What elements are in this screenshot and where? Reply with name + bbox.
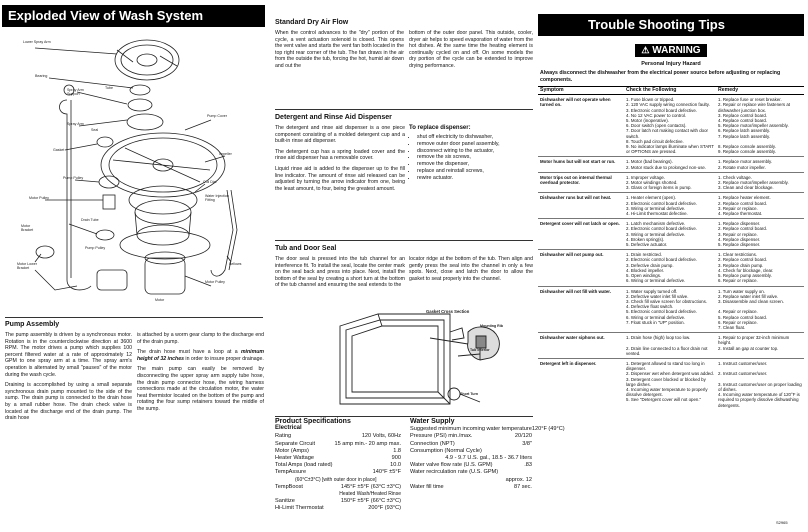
remedy-cell <box>716 333 804 359</box>
check-item: 3. Defective drain pump. <box>626 262 674 268</box>
specs-value: 150°F ±5°F (66°C ±3°C) <box>340 498 401 505</box>
remedy-item: 1. Replace motor assembly. <box>718 159 773 165</box>
specs-row <box>275 441 401 448</box>
part-label: Motor <box>155 298 165 302</box>
warning-block <box>538 40 804 83</box>
divider <box>275 240 533 241</box>
page-number: S2965 <box>776 520 788 525</box>
specs-key: Water valve flow rate (U.S. GPM) <box>410 462 493 469</box>
check-item: 1. Drain hose (high) loop too low. <box>626 335 691 341</box>
check-item: 4. Defective float switch. <box>626 304 674 310</box>
specs-key: TempAssure <box>275 469 307 476</box>
check-item: 5. Electronic control board defective. <box>626 309 698 315</box>
check-item: 4. Blocked impeller. <box>626 267 665 273</box>
paragraph: The door seal is pressed into the tub channel for an interference fit. To install the seal, locate the center mark on the seal back and press into place. Next, install the bottom of the seal by creating a short turn at the bottom of the tub channel and ensuring the seal extends to the <box>275 256 405 289</box>
replace-dispenser <box>409 125 533 182</box>
specs-row <box>410 448 532 455</box>
table-row <box>538 286 804 333</box>
part-label: Spray Arm <box>67 122 84 126</box>
remedy-item: 2. Replace control board. <box>718 226 768 232</box>
check-item: 3. Electronic control board defective. <box>626 107 698 113</box>
table-row <box>538 250 804 286</box>
part-label: Pump Pulley <box>85 246 106 250</box>
remedy-item: 1. Instruct customer/user. <box>718 360 768 366</box>
divider <box>5 317 263 318</box>
remedy-cell <box>716 219 804 250</box>
check-cell <box>624 193 716 219</box>
specs-row <box>275 448 401 455</box>
part-label: Gasket <box>53 148 65 152</box>
tub-seal-heading: Tub and Door Seal <box>275 245 337 252</box>
table-row <box>538 157 804 172</box>
remedy-item: 3. Replace control board. <box>718 112 768 118</box>
check-cell <box>624 172 716 193</box>
list-item: • shut off electricity to dishwasher, <box>417 134 533 141</box>
list-item: • replace and reinstall screws, <box>417 168 533 175</box>
divider <box>275 416 533 417</box>
remedy-item: 6. Repair or replace. <box>718 278 758 284</box>
remedy-item: 2. Replace control board. <box>718 200 768 206</box>
part-label: Water Injection Fitting <box>205 194 229 202</box>
remedy-item: 1. Repair to proper 32-inch minimum height. <box>718 335 790 346</box>
specs-key: Heater Wattage <box>275 455 314 462</box>
remedy-cell <box>716 95 804 157</box>
check-item: 3. Check fill valve screen for obstructions. <box>626 298 708 304</box>
specs-key: Suggested minimum incoming water temperature <box>410 426 532 433</box>
check-item: 1. Drain restricted. <box>626 252 662 258</box>
specs-value: 120 Volts, 60Hz <box>361 433 401 440</box>
paragraph: The pump assembly is driven by a synchronous motor. Rotation is in the counterclockwise direction at 3600 RPM. The motor drives a pump which supplies 100 percent filtered water at a rate of approximately 12 GPM to one spray arm at a time. The spray arm's operation is alternated by small "pauses" of the motor during the wash cycle. <box>5 332 132 378</box>
specs-row <box>410 433 532 440</box>
pump-assembly-heading: Pump Assembly <box>5 321 60 328</box>
check-item: 2. Defective water inlet fill valve. <box>626 293 689 299</box>
specs-row <box>410 484 532 491</box>
symptom-cell: Dishwasher will not fill with water. <box>538 286 624 333</box>
check-item: 2. Electronic control board defective. <box>626 257 698 263</box>
symptom-cell: Motor hums but will not start or run. <box>538 157 624 172</box>
water-rows <box>410 426 565 491</box>
check-cell <box>624 157 716 172</box>
warning-icon: ⚠ <box>641 45 650 55</box>
check-item: 6. Wiring or terminal defective. <box>626 314 686 320</box>
specs-key: Hi-Limit Thermostat <box>275 505 324 512</box>
part-label: Drain Tube <box>81 218 99 222</box>
hazard-text: Personal Injury Hazard <box>641 61 701 67</box>
paragraph: The detergent and rinse aid dispenser is a one piece component consisting of a molded detergent cup and a built-in rinse aid dispenser. <box>275 125 405 145</box>
check-item: 2. Motor windings shorted. <box>626 180 678 186</box>
part-label: Tube <box>105 86 114 90</box>
remedy-item: 7. Clean float. <box>718 324 746 330</box>
check-item: 2. Electronic control board defective. <box>626 200 698 206</box>
check-cell <box>624 250 716 286</box>
table-row <box>538 193 804 219</box>
table-row <box>538 358 804 409</box>
short-turn-label: Short Turn <box>460 392 479 396</box>
remedy-item: 2. Instruct customer/user. <box>718 371 768 377</box>
remedy-item: 3. Repair or replace. <box>718 205 758 211</box>
part-label: Motor Lower Bracket <box>17 262 37 270</box>
remedy-item: 1. Replace fuse or reset breaker. <box>718 97 782 103</box>
remedy-item: 1. Replace dispenser. <box>718 221 761 227</box>
specs-note: (60°C±3°C) [with outer door in place] <box>295 476 377 483</box>
pump-col-1 <box>5 332 132 422</box>
remedy-item: 3. Disassemble and clean screen. <box>718 298 784 304</box>
remedy-item: 2. Replace control board. <box>718 257 768 263</box>
specs-value: 1.8 <box>393 447 401 454</box>
specs-row <box>275 455 401 462</box>
check-item: 5. Motor (inoperative). <box>626 118 669 124</box>
paragraph: is attached by a worm gear clamp to the discharge end of the drain pump. <box>137 332 264 345</box>
remedy-item: 1. Replace heater element. <box>718 195 771 201</box>
remedy-header: Remedy <box>716 87 804 95</box>
warning-label: WARNING <box>652 45 701 56</box>
specs-row <box>275 505 401 512</box>
remedy-item: 1. Clear restrictions. <box>718 252 758 258</box>
dry-col-2 <box>409 30 533 70</box>
check-item: 8. Touch pad circuit defective. <box>626 138 684 144</box>
tub-col-1 <box>275 256 405 289</box>
specs-key: Total Amps (load rated) <box>275 462 333 469</box>
part-label: Pump Pulley <box>63 176 84 180</box>
dry-col-1 <box>275 30 404 70</box>
paragraph: locator ridge at the bottom of the tub. Then align and gently press the seal into the channel in only a few spots. Next, close and latch the door to allow the gasket to seat properly into the channel. <box>409 256 533 282</box>
part-label: Impeller <box>219 152 232 156</box>
remedy-cell <box>716 250 804 286</box>
specs-value: 145°F ±5°F (63°C ±3°C) <box>340 483 401 490</box>
check-cell <box>624 333 716 359</box>
table-row <box>538 219 804 250</box>
specs-row <box>410 426 565 433</box>
check-item: 1. Water supply turned off. <box>626 288 678 294</box>
remedy-item: 3. Replace drain pump. <box>718 262 764 268</box>
check-cell <box>624 95 716 157</box>
symptom-cell: Detergent cover will not latch or open. <box>538 219 624 250</box>
emphasis-text: minimum height of 32 inches <box>137 349 264 362</box>
table-row <box>538 172 804 193</box>
check-item: 5. Open windings. <box>626 273 662 279</box>
specs-key: Consumption (Normal Cycle) <box>410 447 482 454</box>
check-item: 7. Float stuck in "UP" position. <box>626 319 685 325</box>
list-item: • remove the dispenser, <box>417 161 533 168</box>
check-item: 4. Hi-Limit thermostat defective. <box>626 211 688 217</box>
part-label: Lower Spray Arm <box>23 40 51 44</box>
check-item: 3. Glass or foreign items in pump. <box>626 185 692 191</box>
paragraph: The main pump can easily be removed by disconnecting the upper spray arm supply tube hose, the drain pump connector hose, the wiring harness connections made at the circulation motor, the water heat thermistor located on the bottom of the pump and rotating the four sump retainers toward the middle of the sump. <box>137 366 264 412</box>
check-item: 2. Drain line connected to a floor drain not vented. <box>626 345 708 356</box>
tub-col-2 <box>409 256 533 282</box>
troubleshooting-body <box>538 95 804 410</box>
remedy-item: 2. Replace water inlet fill valve. <box>718 293 779 299</box>
tub-interior-label: Tub Interior <box>470 348 490 352</box>
exploded-diagram <box>5 30 263 312</box>
detergent-heading: Detergent and Rinse Aid Dispenser <box>275 114 392 121</box>
specs-rows-2 <box>275 498 401 512</box>
remedy-item: 2. Rotate motor impeller. <box>718 164 766 170</box>
specs-value: 4.9 - 9.7 U.S. gal., 18.5 - 36.7 liters <box>445 455 532 462</box>
check-item: 2. Electronic control board defective. <box>626 226 698 232</box>
specs-row <box>275 462 401 469</box>
remedy-item: 1. Check voltage. <box>718 174 752 180</box>
check-item: 2. Motor stuck due to prolonged non-use. <box>626 164 707 170</box>
product-specs <box>275 418 401 513</box>
remedy-item: 8. Replace console assembly. <box>718 144 777 150</box>
warning-badge <box>635 44 706 57</box>
specs-value: 140°F ±5°F <box>372 469 401 476</box>
specs-row <box>410 462 532 469</box>
specs-row <box>410 441 532 448</box>
divider <box>275 109 533 110</box>
specs-row <box>410 477 532 484</box>
part-label: Spray Arm Support <box>67 88 84 96</box>
gasket-cross-section-label: Gasket Cross Section <box>426 309 470 314</box>
part-label: Bearing <box>35 74 48 78</box>
exploded-view-title: Exploded View of Wash System <box>8 8 204 23</box>
specs-key: Water recirculation rate (U.S. GPM) <box>410 469 499 476</box>
remedy-item: 4. Incoming water temperature of 120°F is required to properly dissolve dishwashing detergents. <box>718 392 800 408</box>
pump-col-2 <box>137 332 264 413</box>
check-item: 2. 120 VAC supply wiring connection faulty. <box>626 102 710 108</box>
remedy-item: 2. Replace motor/impeller assembly. <box>718 180 789 186</box>
paragraph: Liquid rinse aid is added to the dispenser up to the fill line indicator. The amount of rinse aid released can be adjusted by turning the arrow indicator from one, being the least amount, to four, being the greatest amount. <box>275 165 405 192</box>
check-item: 1. Fuse blown or tripped. <box>626 97 675 103</box>
symptom-cell: Dishwasher water siphons out. <box>538 333 624 359</box>
check-item: 4. No 12 VAC power to control. <box>626 112 687 118</box>
check-item: 1. Detergent allowed to stand too long in dispenser. <box>626 360 705 372</box>
specs-key: TempBoost <box>275 483 303 490</box>
symptom-cell: Dishwasher will not operate when turned on. <box>538 95 624 157</box>
part-label: Pump Cover <box>207 114 227 118</box>
specs-row <box>275 498 401 505</box>
check-item: 7. Door latch not making contact with door switch. <box>626 128 709 139</box>
remedy-cell <box>716 157 804 172</box>
remedy-item: 4. Check for blockage, clear. <box>718 267 774 273</box>
remedy-item: 5. Replace pump assembly. <box>718 273 772 279</box>
specs-value: 10.0 <box>390 462 401 469</box>
specs-key: Motor (Amps) <box>275 447 309 454</box>
specs-note: Heated Wash/Heated Rinse <box>339 491 401 498</box>
table-header-row <box>538 87 804 95</box>
table-row <box>538 333 804 359</box>
symptom-header: Symptom <box>538 87 624 95</box>
symptom-cell: Detergent left in dispenser. <box>538 358 624 409</box>
remedy-item: 5. Replace control board. <box>718 314 768 320</box>
text: in order to insure proper drainage. <box>183 355 264 362</box>
part-label: Motor Pulley <box>205 280 225 284</box>
specs-row <box>275 484 401 491</box>
specs-key: Separate Circuit <box>275 440 316 447</box>
remedy-item: 3. Repair or replace. <box>718 231 758 237</box>
part-label: Coil Dial <box>203 180 217 184</box>
specs-value: approx. 12 <box>505 476 532 483</box>
replace-dispenser-heading: To replace dispenser: <box>409 125 471 131</box>
remedy-item: 6. Repair or replace. <box>718 319 758 325</box>
text: The drain hose must have a loop at a <box>137 349 241 356</box>
remedy-item: 2. Install an gap at counter top. <box>718 345 779 351</box>
troubleshooting-title: Trouble Shooting Tips <box>588 17 725 32</box>
remedy-cell <box>716 172 804 193</box>
exploded-view-title-bar <box>2 5 265 27</box>
remedy-item: 5. Replace motor/impeller assembly. <box>718 123 789 129</box>
check-cell <box>624 286 716 333</box>
check-item: 3. Wiring or terminal defective. <box>626 231 686 237</box>
paragraph: bottom of the outer door panel. This outside, cooler, dryer air helps to speed evaporation of water from the hot dishes. At the same time the heating element is continually cycled on and off. On some models the dry portion of the cycle can be extended to improve drying performance. <box>409 30 533 69</box>
troubleshooting-title-bar <box>538 14 804 36</box>
remedy-item: 4. Repair or replace. <box>718 309 758 315</box>
symptom-cell: Dishwasher runs but will not heat. <box>538 193 624 219</box>
check-item: 1. Heater element (open). <box>626 195 677 201</box>
check-item: 1. Latch mechanism defective. <box>626 221 686 227</box>
remedy-item: 3. Clean and clear blockage. <box>718 185 774 191</box>
remedy-cell <box>716 193 804 219</box>
check-item: 4. Broken spring(s). <box>626 236 665 242</box>
check-item: 1. Improper voltage. <box>626 174 666 180</box>
list-item: • remove the six screws, <box>417 154 533 161</box>
specs-value: 20/120 <box>514 433 532 440</box>
check-item: 9. No indicator lamps illuminate when START or OPTIONS are pressed. <box>626 144 714 155</box>
part-label: Motor Pulley <box>29 196 49 200</box>
specs-value: 120°F (49°C) <box>531 426 565 433</box>
detergent-col-1 <box>275 125 405 192</box>
list-item: • remove outer door panel assembly, <box>417 141 533 148</box>
remedy-item: 9. Replace console assembly. <box>718 149 777 155</box>
specs-value: 87 sec. <box>513 483 532 490</box>
specs-key: Rating <box>275 433 292 440</box>
specs-heading: Product Specifications <box>275 418 351 425</box>
specs-subheading: Electrical <box>275 425 302 432</box>
remedy-cell <box>716 358 804 409</box>
paragraph: When the control advances to the "dry" portion of the cycle, a vent actuation solenoid is closed. This opens the vent valve and starts the vent fan both located in the top right rear corner of the tub. The fan draws in the air from the outside the tub, forcing the hot, humid air down and out the <box>275 30 404 69</box>
dry-air-heading: Standard Dry Air Flow <box>275 19 349 26</box>
symptom-cell: Dishwasher will not pump out. <box>538 250 624 286</box>
exploded-diagram-svg <box>5 30 263 312</box>
list-item: • rewire actuator. <box>417 175 533 182</box>
remedy-item: 2. Repair or replace wire fasteners at dishwasher junction box. <box>718 102 790 113</box>
troubleshooting-table <box>538 86 804 410</box>
specs-key: Connection (NPT) <box>410 440 455 447</box>
specs-value: 3/8" <box>522 440 532 447</box>
specs-value: 15 amp min.- 20 amp max. <box>334 440 401 447</box>
part-label: Bellows <box>229 262 242 266</box>
remedy-item: 4. Replace dispenser. <box>718 236 761 242</box>
water-supply-heading: Water Supply <box>410 418 455 425</box>
part-label: Seal <box>91 128 99 132</box>
remedy-cell <box>716 286 804 333</box>
specs-row <box>410 469 532 476</box>
troubleshooting-table-wrap <box>538 86 804 410</box>
specs-rows <box>275 433 401 476</box>
water-supply <box>410 418 565 491</box>
paragraph: The detergent cup has a spring loaded cover and the rinse aid dispenser has a removable cover. <box>275 148 405 162</box>
specs-row <box>275 469 401 476</box>
check-item: 5. Defective actuator. <box>626 242 668 248</box>
check-cell <box>624 358 716 409</box>
check-item: 6. Door switch (open contacts). <box>626 123 687 129</box>
remedy-item: 7. Replace latch assembly. <box>718 133 771 139</box>
remedy-item: 6. Replace latch assembly. <box>718 128 771 134</box>
caution-text: Always disconnect the dishwasher from the electrical power source before adjusting or replacing components. <box>540 70 781 83</box>
remedy-item: 1. Turn water supply on. <box>718 288 765 294</box>
specs-key: Water fill time <box>410 483 444 490</box>
paragraph <box>137 349 264 362</box>
specs-key: Sanitize <box>275 498 295 505</box>
check-item: 1. Motor (bad bearings). <box>626 159 673 165</box>
check-cell <box>624 219 716 250</box>
specs-value: 200°F (93°C) <box>368 505 401 512</box>
paragraph: Draining is accomplished by using a small separate synchronous drain pump mounted to the side of the sump. The drain pump is connected to the drain hose by a small rubber hose. The drain check valve is located at the discharge end of the drain pump. The drain hose <box>5 382 132 422</box>
specs-value: 900 <box>391 455 401 462</box>
remedy-item: 5. Replace dispenser. <box>718 242 761 248</box>
check-item: 5. See "Detergent cover will not open." <box>626 397 702 403</box>
symptom-cell: Motor trips out on internal thermal overload protector. <box>538 172 624 193</box>
part-label: Motor Bracket <box>21 224 34 232</box>
check-header: Check the Following <box>624 87 716 95</box>
table-row <box>538 95 804 157</box>
specs-key: Pressure (PSI) min./max. <box>410 433 473 440</box>
specs-row <box>275 433 401 440</box>
check-item: 2. Dispenser wet when detergent was added. <box>626 371 714 377</box>
replace-steps-list <box>409 134 533 182</box>
door-seal-diagram <box>330 308 530 414</box>
remedy-item: 4. Replace control board. <box>718 118 768 124</box>
check-item: 4. Incoming water temperature to properly dissolve detergent. <box>626 386 708 398</box>
list-item: • disconnect wiring to the actuator, <box>417 148 533 155</box>
remedy-item: 4. Replace thermostat. <box>718 211 763 217</box>
check-item: 6. Wiring or terminal defective. <box>626 278 686 284</box>
specs-row <box>410 455 532 462</box>
check-item: 3. Detergent cover blocked or blocked by large dishes. <box>626 376 706 387</box>
remedy-item: 3. Instruct customer/user on proper loading of dishes. <box>718 381 802 392</box>
mounting-rib-label: Mounting Rib <box>480 324 503 328</box>
specs-value: .83 <box>524 462 532 469</box>
check-item: 3. Wiring or terminal defective. <box>626 205 686 211</box>
